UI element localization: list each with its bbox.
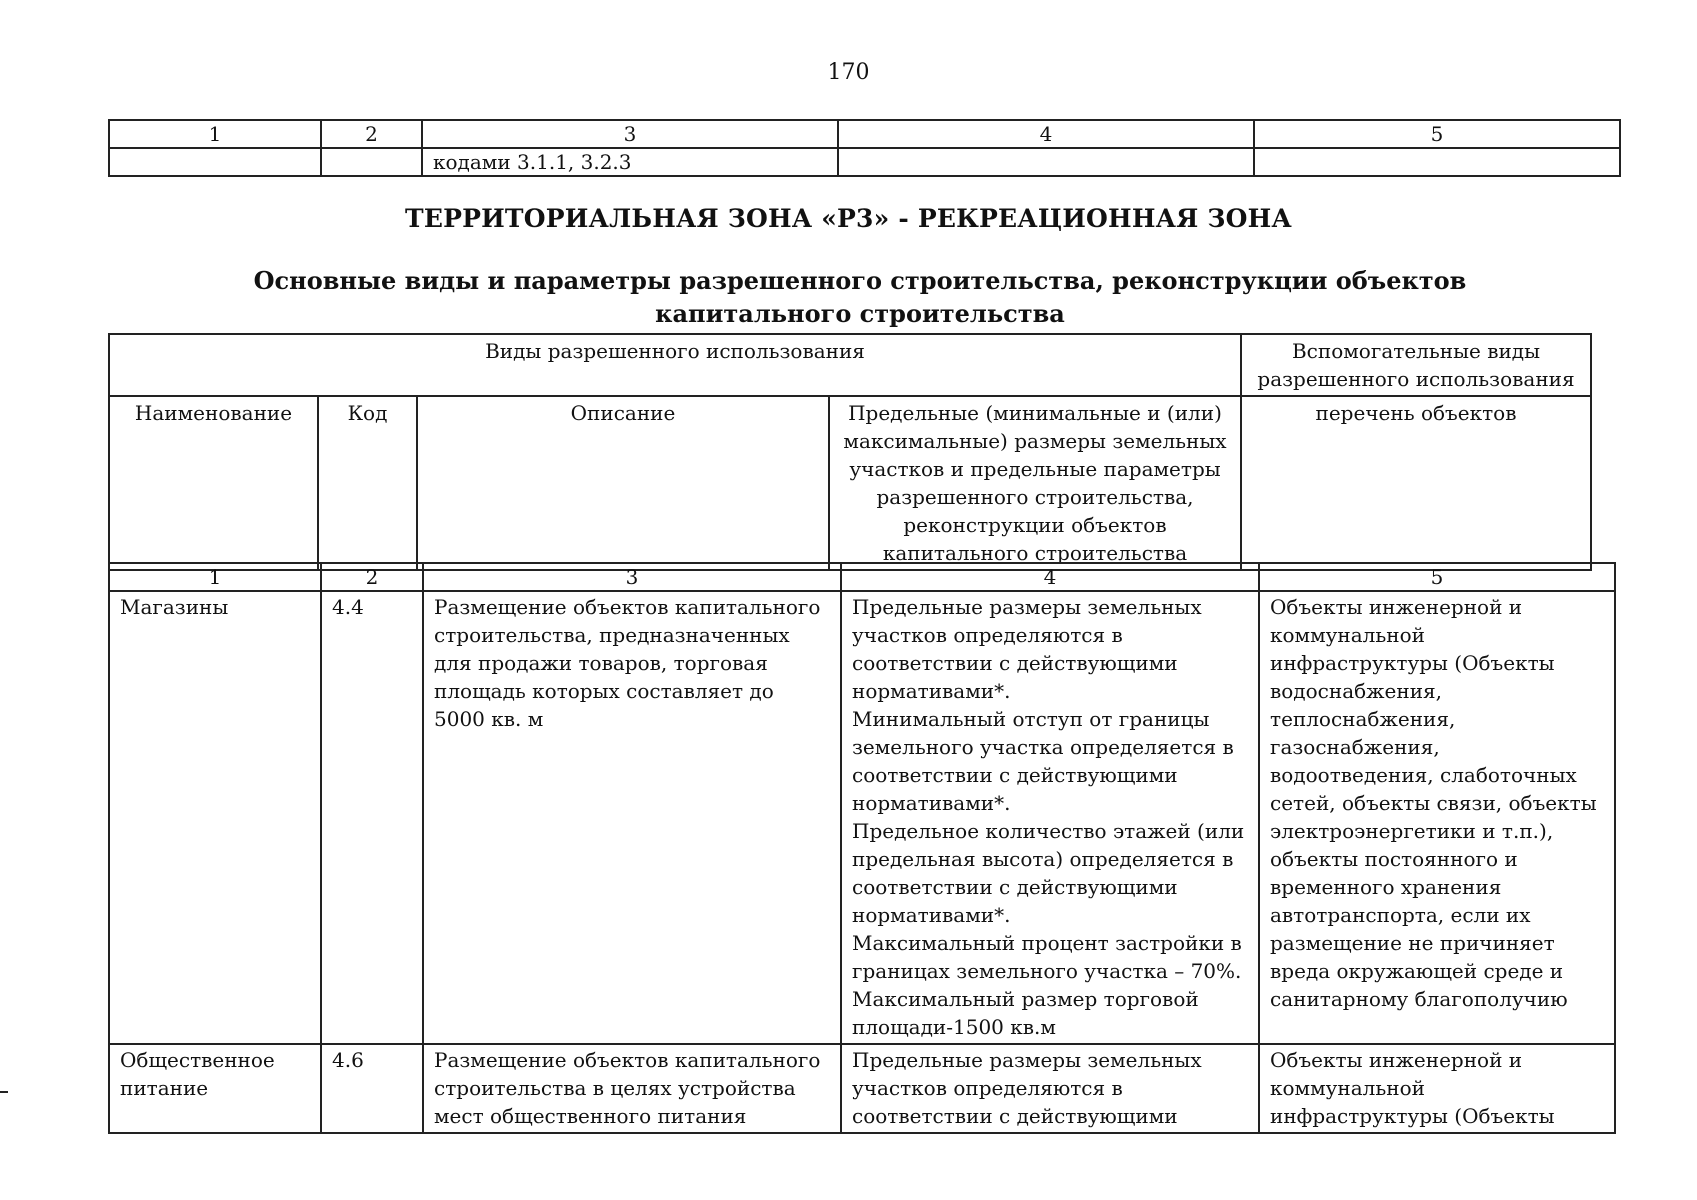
header-table bbox=[108, 333, 1592, 571]
main-col-number: 2 bbox=[321, 563, 423, 591]
zone-title: ТЕРРИТОРИАЛЬНАЯ ЗОНА «Р3» - РЕКРЕАЦИОННАЯ ЗОНА bbox=[405, 204, 1292, 233]
header-group-row bbox=[109, 334, 1591, 396]
table-row bbox=[109, 591, 1615, 1044]
param-line: Максимальный размер торговой площади-1500 кв.м bbox=[852, 987, 1199, 1039]
row-code: 4.4 bbox=[321, 591, 423, 1044]
header-description: Описание bbox=[417, 396, 829, 570]
header-columns-row bbox=[109, 396, 1591, 570]
cont-col-number: 4 bbox=[838, 120, 1254, 148]
header-group-aux: Вспомогательные виды разрешенного использования bbox=[1241, 334, 1591, 396]
header-code: Код bbox=[318, 396, 417, 570]
main-col-number: 5 bbox=[1259, 563, 1615, 591]
cont-col-number: 1 bbox=[109, 120, 321, 148]
cont-cell bbox=[838, 148, 1254, 176]
main-col-number: 4 bbox=[841, 563, 1259, 591]
main-col-number: 1 bbox=[109, 563, 321, 591]
cont-cell bbox=[1254, 148, 1620, 176]
param-line: Предельные размеры земельных участков определяются в соответствии с действующими bbox=[852, 1048, 1202, 1128]
header-params: Предельные (минимальные и (или) максимальные) размеры земельных участков и предельные параметры разрешенного строительства, реконструкции объектов капитального строительства bbox=[829, 396, 1241, 570]
param-line: Предельное количество этажей (или предельная высота) определяется в соответствии с действующими нормативами*. bbox=[852, 819, 1245, 927]
main-number-row bbox=[109, 563, 1615, 591]
row-description: Размещение объектов капитального строительства в целях устройства мест общественного питания bbox=[423, 1044, 841, 1133]
param-line: Минимальный отступ от границы земельного участка определяется в соответствии с действующими нормативами*. bbox=[852, 707, 1234, 815]
param-line: Максимальный процент застройки в границах земельного участка – 70%. bbox=[852, 931, 1242, 983]
row-name: Общественное питание bbox=[109, 1044, 321, 1133]
header-aux-list: перечень объектов bbox=[1241, 396, 1591, 570]
row-aux: Объекты инженерной и коммунальной инфраструктуры (Объекты bbox=[1259, 1044, 1615, 1133]
row-params bbox=[841, 1044, 1259, 1133]
continuation-row bbox=[109, 148, 1620, 176]
param-line: Предельные размеры земельных участков определяются в соответствии с действующими нормативами*. bbox=[852, 595, 1202, 703]
cont-cell: кодами 3.1.1, 3.2.3 bbox=[422, 148, 838, 176]
cont-col-number: 5 bbox=[1254, 120, 1620, 148]
margin-mark bbox=[0, 1091, 8, 1093]
cont-col-number: 2 bbox=[321, 120, 422, 148]
header-name: Наименование bbox=[109, 396, 318, 570]
page-number: 170 bbox=[827, 60, 870, 85]
cont-col-number: 3 bbox=[422, 120, 838, 148]
row-params bbox=[841, 591, 1259, 1044]
continuation-number-row bbox=[109, 120, 1620, 148]
table-row bbox=[109, 1044, 1615, 1133]
row-name: Магазины bbox=[109, 591, 321, 1044]
main-col-number: 3 bbox=[423, 563, 841, 591]
header-group-main: Виды разрешенного использования bbox=[109, 334, 1241, 396]
continuation-table bbox=[108, 119, 1621, 177]
row-code: 4.6 bbox=[321, 1044, 423, 1133]
section-subtitle: Основные виды и параметры разрешенного строительства, реконструкции объектов капитального строительства bbox=[253, 266, 1467, 328]
row-aux: Объекты инженерной и коммунальной инфраструктуры (Объекты водоснабжения, теплоснабжения, газоснабжения, водоотведения, слаботочных сетей, объекты связи, объекты электроэнергетики и т.п.), объекты постоянного и временного хранения автотранспорта, если их размещение не причиняет вреда окружающей среде и санитарному благополучию bbox=[1259, 591, 1615, 1044]
cont-cell bbox=[321, 148, 422, 176]
cont-cell bbox=[109, 148, 321, 176]
main-table bbox=[108, 562, 1616, 1134]
row-description: Размещение объектов капитального строительства, предназначенных для продажи товаров, торговая площадь которых составляет до 5000 кв. м bbox=[423, 591, 841, 1044]
